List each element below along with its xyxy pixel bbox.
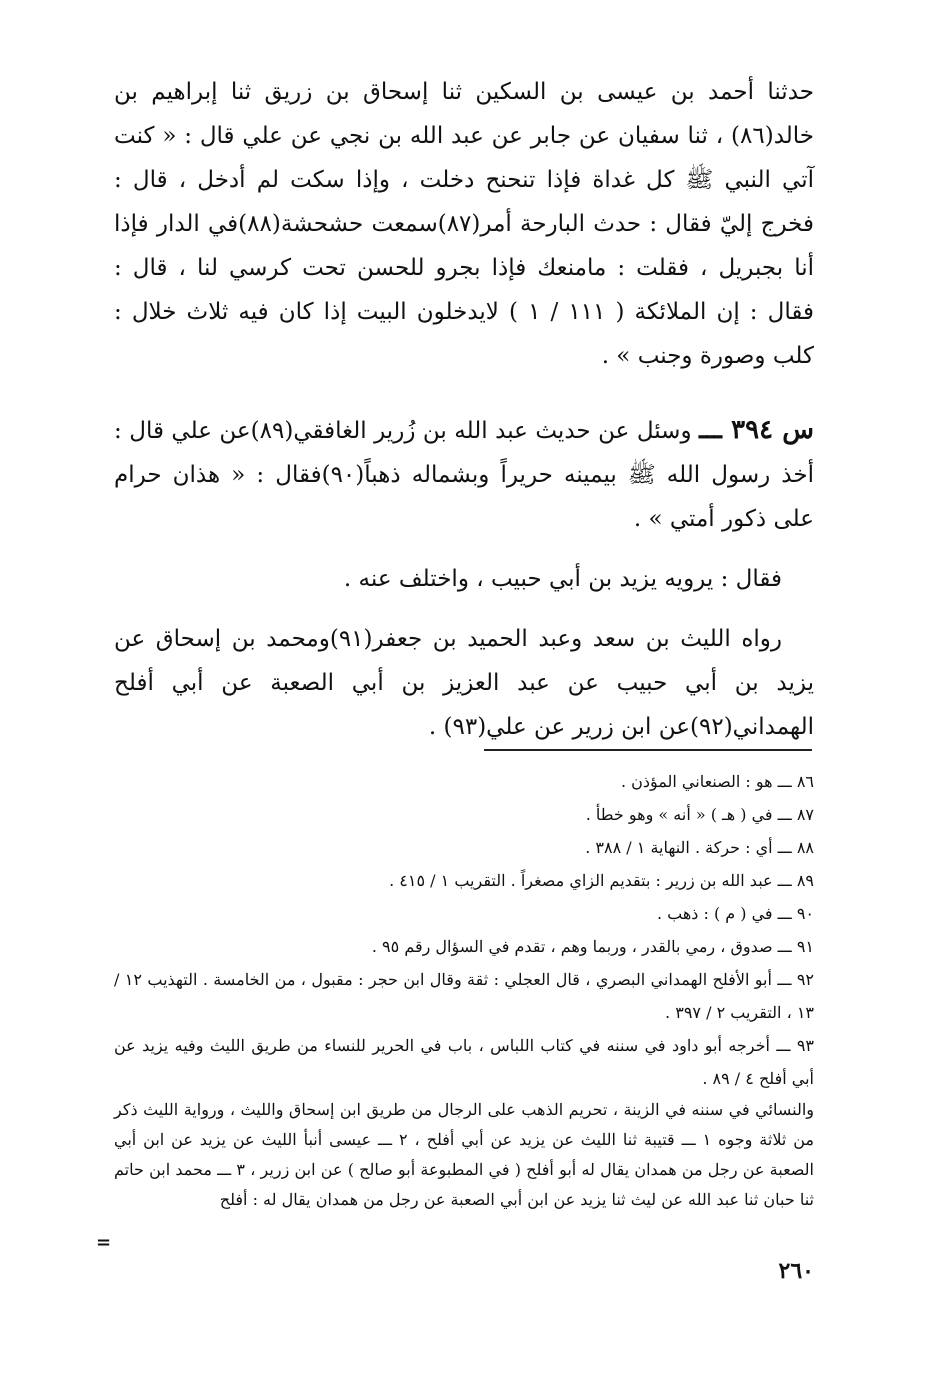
- paragraph-narration: رواه الليث بن سعد وعبد الحميد بن جعفر(٩١)ومحمد بن إسحاق عن يزيد بن أبي حبيب عن عبد العزيز بن أبي الصعبة عن أبي أفلح الهمداني(٩٢)عن ابن زرير عن علي(٩٣) .: [114, 626, 814, 740]
- paragraph-question: [114, 408, 814, 541]
- footnote-87: ٨٧ ـــ في ( هـ ) « أنه » وهو خطأ .: [585, 805, 814, 824]
- continuation-mark: =: [96, 1232, 112, 1253]
- paragraph-answer: فقال : يرويه يزيد بن أبي حبيب ، واختلف عنه .: [343, 566, 782, 592]
- question-number: س ٣٩٤ ـــ: [699, 415, 815, 445]
- footnote-divider: [484, 749, 812, 751]
- page-number: ٢٦٠: [778, 1258, 814, 1284]
- footnote-90: ٩٠ ـــ في ( م ) : ذهب .: [656, 904, 814, 923]
- footnote-92: ٩٢ ـــ أبو الأفلح الهمداني البصري ، قال العجلي : ثقة وقال ابن حجر : مقبول ، من الخامسة . التهذيب ١٢ / ١٣ ، التقريب ٢ / ٣٩٧ .: [114, 970, 814, 1022]
- paragraph-hadith: حدثنا أحمد بن عيسى بن السكين ثنا إسحاق بن زريق ثنا إبراهيم بن خالد(٨٦) ، ثنا سفيان عن جابر عن عبد الله بن نجي عن علي قال : « كنت آتي النبي ﷺ كل غداة فإذا تنحنح دخلت ، وإذا سكت لم أدخل ، قال : فخرج إليّ فقال : حدث البارحة أمر(٨٧)سمعت حشحشة(٨٨)في الدار فإذا أنا بجبريل ، فقلت : مامنعك فإذا بجرو للحسن تحت كرسي لنا ، قال : فقال : إن الملائكة ( ١١١ / ١ ) لايدخلون البيت إذا كان فيه ثلاث خلال : كلب وصورة وجنب » .: [114, 79, 814, 369]
- main-text-block: [114, 70, 814, 749]
- footnote-91: ٩١ ـــ صدوق ، رمي بالقدر ، وربما وهم ، تقدم في السؤال رقم ٩٥ .: [371, 937, 814, 956]
- footnote-86: ٨٦ ـــ هو : الصنعاني المؤذن .: [620, 772, 814, 791]
- footnote-89: ٨٩ ـــ عبد الله بن زرير : بتقديم الزاي مصغراً . التقريب ١ / ٤١٥ .: [389, 871, 814, 890]
- footnote-88: ٨٨ ـــ أي : حركة . النهاية ١ / ٣٨٨ .: [585, 838, 814, 857]
- footnotes-block: [114, 765, 814, 1215]
- footnote-93-continuation: والنسائي في سننه في الزينة ، تحريم الذهب على الرجال من طريق ابن إسحاق والليث ، ورواية الليث ذكر من ثلاثة وجوه ١ ـــ قتيبة ثنا الليث عن يزيد عن أبي أفلح ، ٢ ـــ عيسى أنبأ الليث عن يزيد عن ابن أبي الصعبة عن رجل من همدان يقال له أبو أفلح ( في المطبوعة أبو صالح ) عن ابن زرير ، ٣ ـــ محمد ابن حاتم ثنا حبان ثنا عبد الله عن ليث ثنا يزيد عن ابن أبي الصعبة عن رجل من همدان يقال له : أفلح: [114, 1100, 815, 1209]
- footnote-93: ٩٣ ـــ أخرجه أبو داود في سننه في كتاب اللباس ، باب في الحرير للنساء من طريق الليث وفيه يزيد عن أبي أفلح ٤ / ٨٩ .: [114, 1036, 814, 1088]
- question-text: وسئل عن حديث عبد الله بن زُرير الغافقي(٨٩)عن علي قال : أخذ رسول الله ﷺ بيمينه حريراً وبشماله ذهباً(٩٠)فقال : « هذان حرام على ذكور أمتي » .: [114, 418, 814, 532]
